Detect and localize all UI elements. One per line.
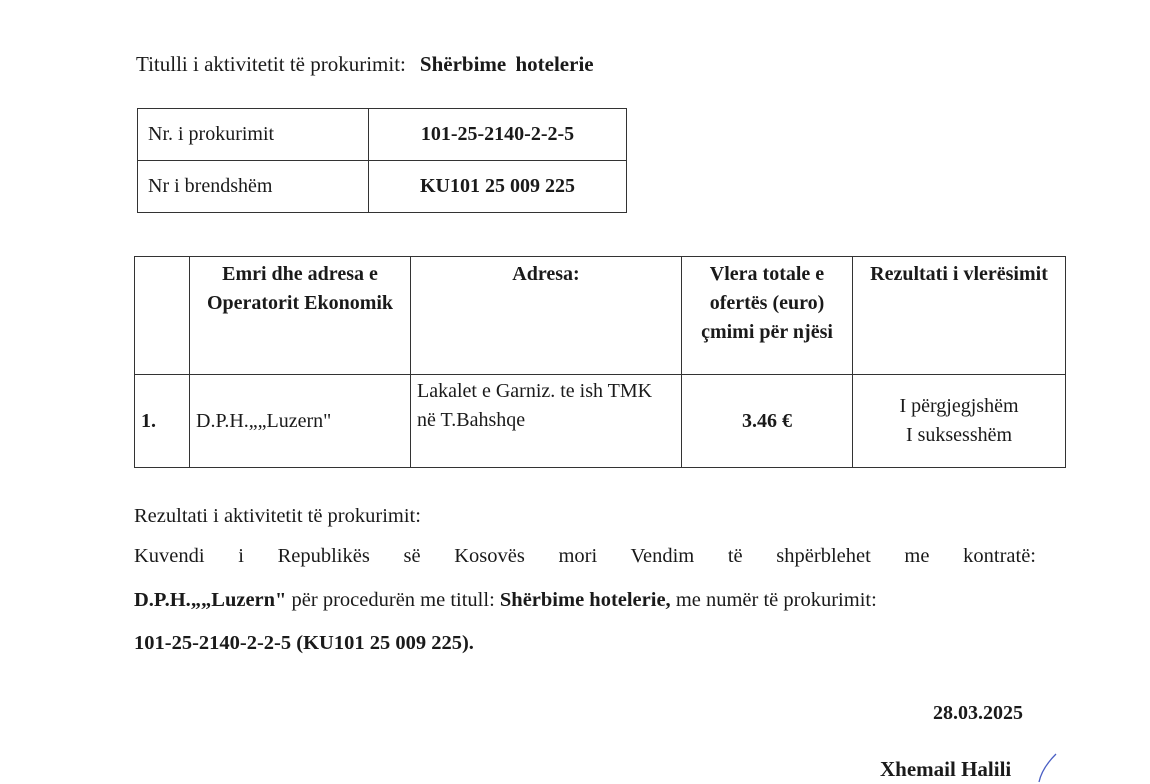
table-row xyxy=(138,161,627,213)
signature-mark-icon xyxy=(1036,752,1060,784)
operator-name: D.P.H.„„Luzern" xyxy=(190,375,411,468)
number-text: me numër të prokurimit: xyxy=(670,589,877,611)
decision-text: Kuvendi i Republikës së Kosovës mori Vendim të shpërblehet me kontratë: xyxy=(134,545,1036,567)
row-number: 1. xyxy=(135,375,190,468)
awarded-operator: D.P.H.„„Luzern" xyxy=(134,589,287,611)
procurement-title-line xyxy=(136,52,594,77)
signer-name: Xhemail Halili xyxy=(880,757,1012,781)
table-header-row xyxy=(135,257,1066,375)
header-offer-value: Vlera totale e ofertës (euro) çmimi për njësi xyxy=(682,257,853,375)
result-responsive: I përgjegjshëm xyxy=(899,395,1019,417)
internal-number-label: Nr i brendshëm xyxy=(138,161,369,213)
operator-address: Lakalet e Garniz. te ish TMK në T.Bahshqe xyxy=(411,375,682,468)
procurement-title-label: Titulli i aktivitetit të prokurimit: xyxy=(136,52,406,76)
evaluation-result xyxy=(853,375,1066,468)
award-line xyxy=(134,589,877,612)
procedure-text: për procedurën me titull: xyxy=(286,589,500,611)
result-heading: Rezultati i aktivitetit të prokurimit: xyxy=(134,505,421,527)
procurement-reference: 101-25-2140-2-2-5 (KU101 25 009 225). xyxy=(134,632,474,654)
offer-value: 3.46 € xyxy=(682,375,853,468)
table-row xyxy=(135,375,1066,468)
document-date: 28.03.2025 xyxy=(933,702,1023,724)
evaluation-results-table xyxy=(134,256,1066,468)
header-operator-name: Emri dhe adresa e Operatorit Ekonomik xyxy=(190,257,411,375)
procedure-title: Shërbime hotelerie, xyxy=(499,589,671,611)
header-address: Adresa: xyxy=(411,257,682,375)
procurement-ids-table xyxy=(137,108,627,213)
procurement-number-label: Nr. i prokurimit xyxy=(138,109,369,161)
header-number xyxy=(135,257,190,375)
procurement-number-value: 101-25-2140-2-2-5 xyxy=(369,109,627,161)
header-evaluation-result: Rezultati i vlerësimit xyxy=(853,257,1066,375)
internal-number-value: KU101 25 009 225 xyxy=(369,161,627,213)
table-row xyxy=(138,109,627,161)
result-successful: I suksesshëm xyxy=(905,424,1013,446)
procurement-title-value: Shërbime hotelerie xyxy=(419,52,594,76)
